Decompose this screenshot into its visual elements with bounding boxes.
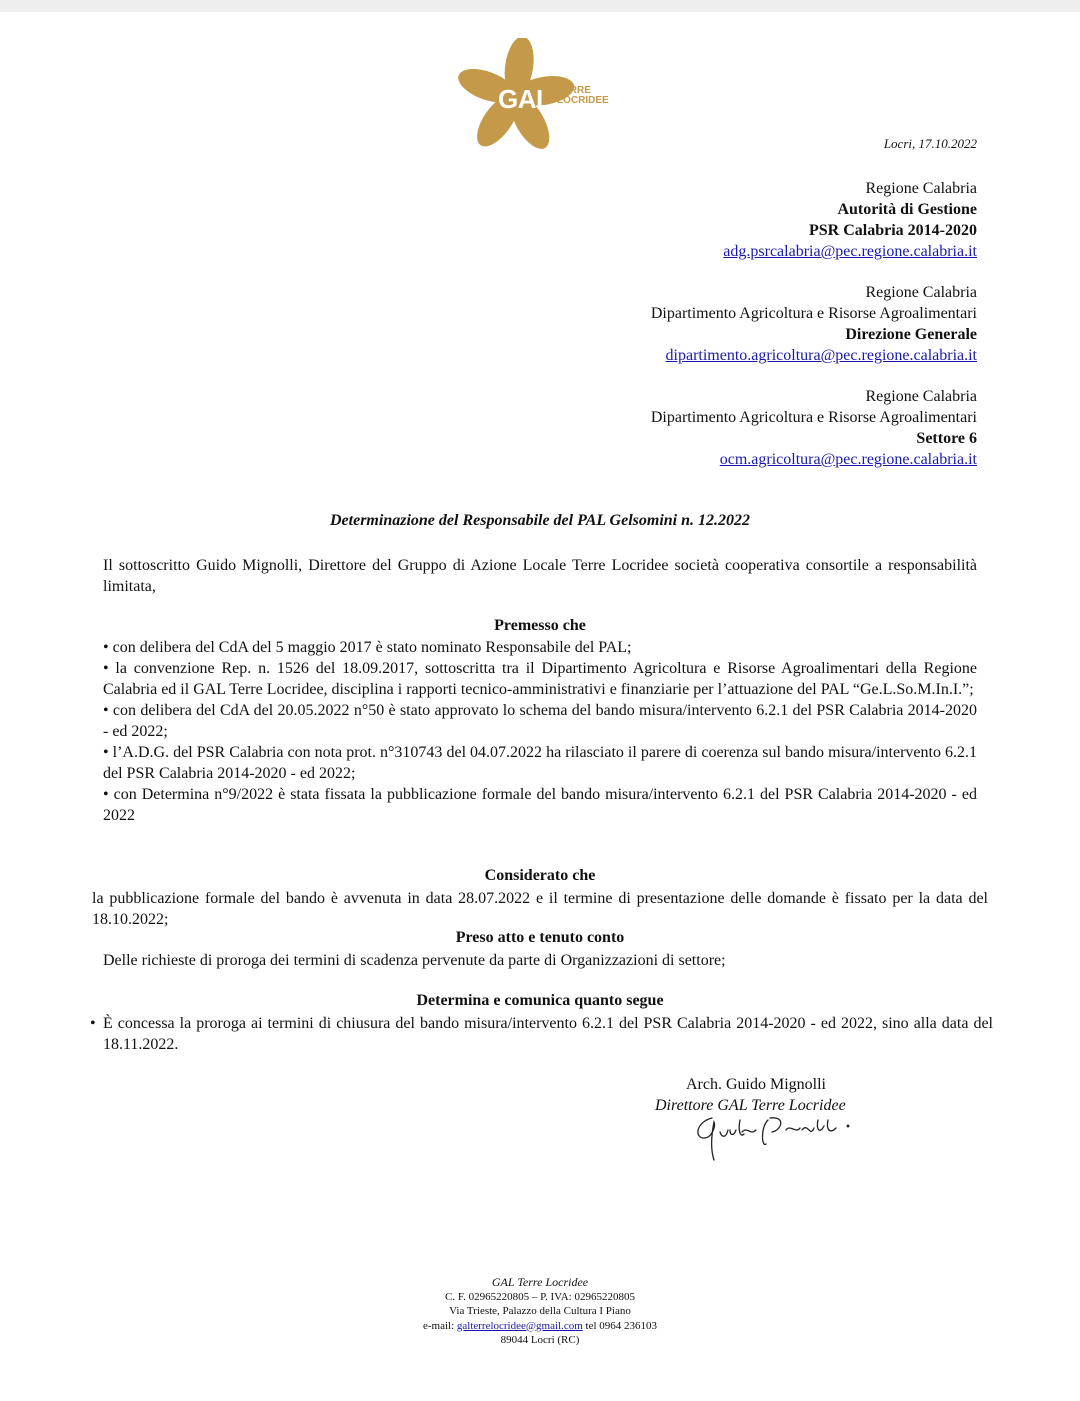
- recipient-line: Regione Calabria: [865, 180, 977, 197]
- gal-logo: [455, 38, 625, 150]
- document-date: Locri, 17.10.2022: [883, 136, 977, 151]
- intro-paragraph: Il sottoscritto Guido Mignolli, Direttore del Gruppo di Azione Locale Terre Locridee società cooperativa consortile a responsabilità limitata,: [103, 557, 977, 595]
- list-item: • con delibera del CdA del 20.05.2022 n°50 è stato approvato lo schema del bando misura/intervento 6.2.1 del PSR Calabria 2014-2020 - ed 2022;: [103, 702, 977, 740]
- footer-contact: [0, 1319, 1080, 1334]
- recipient-block-1: [723, 178, 977, 262]
- viewer-top-bar: [0, 0, 1080, 12]
- footer-address: Via Trieste, Palazzo della Cultura I Piano: [449, 1305, 631, 1317]
- footer-org-name: GAL Terre Locridee: [491, 1275, 589, 1289]
- signer-name: Arch. Guido Mignolli: [686, 1076, 826, 1093]
- footer-city: 89044 Locri (RC): [500, 1334, 580, 1346]
- logo-subtitle-line1: TERRE: [557, 85, 591, 96]
- determina-heading: Determina e comunica quanto segue: [416, 992, 664, 1009]
- logo-subtitle-line2: LOCRIDEE: [557, 95, 609, 106]
- list-item: • l’A.D.G. del PSR Calabria con nota prot. n°310743 del 04.07.2022 ha rilasciato il parere di coerenza sul bando misura/intervento 6.2.1 del PSR Calabria 2014-2020 - ed 2022;: [103, 744, 977, 782]
- handwritten-signature-icon: [690, 1108, 860, 1168]
- recipient-line: Regione Calabria: [865, 388, 977, 405]
- recipient-line: Dipartimento Agricoltura e Risorse Agroalimentari: [650, 305, 977, 322]
- document-footer: [0, 1275, 1080, 1348]
- recipient-email-link[interactable]: dipartimento.agricoltura@pec.regione.calabria.it: [665, 347, 977, 364]
- recipient-block-3: [651, 386, 977, 470]
- list-item: • la convenzione Rep. n. 1526 del 18.09.2017, sottoscritta tra il Dipartimento Agricoltura e Risorse Agroalimentari della Regione Calabria ed il GAL Terre Locridee, disciplina i rapporti tecnico-amministrativi e finanziarie per l’attuazione del PAL “Ge.L.So.M.In.I.”;: [103, 660, 977, 698]
- considerato-paragraph: la pubblicazione formale del bando è avvenuta in data 28.07.2022 e il termine di presentazione delle domande è fissato per la data del 18.10.2022;: [92, 890, 988, 928]
- document-title: Determinazione del Responsabile del PAL Gelsomini n. 12.2022: [330, 512, 750, 529]
- premesso-list: [103, 637, 977, 826]
- footer-email-link[interactable]: galterrelocridee@gmail.com: [456, 1319, 583, 1332]
- footer-phone: tel 0964 236103: [585, 1319, 658, 1332]
- preso-atto-paragraph: Delle richieste di proroga dei termini di scadenza pervenute da parte di Organizzazioni di settore;: [103, 952, 726, 969]
- footer-email-label: e-mail:: [422, 1319, 455, 1332]
- list-item: • con Determina n°9/2022 è stata fissata la pubblicazione formale del bando misura/intervento 6.2.1 del PSR Calabria 2014-2020 - ed 2022: [103, 786, 977, 824]
- recipient-block-2: [651, 282, 977, 366]
- list-item: • con delibera del CdA del 5 maggio 2017 è stato nominato Responsabile del PAL;: [103, 639, 632, 656]
- recipient-email-link[interactable]: adg.psrcalabria@pec.regione.calabria.it: [723, 243, 977, 260]
- footer-codes: C. F. 02965220805 – P. IVA: 02965220805: [445, 1290, 635, 1303]
- premesso-heading: Premesso che: [494, 617, 586, 634]
- determina-paragraph: È concessa la proroga ai termini di chiusura del bando misura/intervento 6.2.1 del PSR Calabria 2014-2020 - ed 2022, sino alla data del 18.11.2022.: [103, 1015, 993, 1053]
- signer-role: Direttore GAL Terre Locridee: [655, 1097, 846, 1114]
- recipient-line-bold: Direzione Generale: [845, 326, 977, 343]
- determina-bullet: •: [90, 1015, 96, 1032]
- recipient-line-bold: PSR Calabria 2014-2020: [809, 222, 977, 239]
- logo-subtitle: [557, 86, 609, 106]
- logo-name: GAL: [498, 84, 552, 114]
- recipient-line-bold: Autorità di Gestione: [837, 201, 977, 218]
- preso-atto-heading: Preso atto e tenuto conto: [455, 929, 625, 946]
- considerato-heading: Considerato che: [484, 867, 596, 884]
- recipient-line-bold: Settore 6: [916, 430, 977, 447]
- recipient-email-link[interactable]: ocm.agricoltura@pec.regione.calabria.it: [719, 451, 977, 468]
- recipient-line: Dipartimento Agricoltura e Risorse Agroalimentari: [650, 409, 977, 426]
- recipient-line: Regione Calabria: [865, 284, 977, 301]
